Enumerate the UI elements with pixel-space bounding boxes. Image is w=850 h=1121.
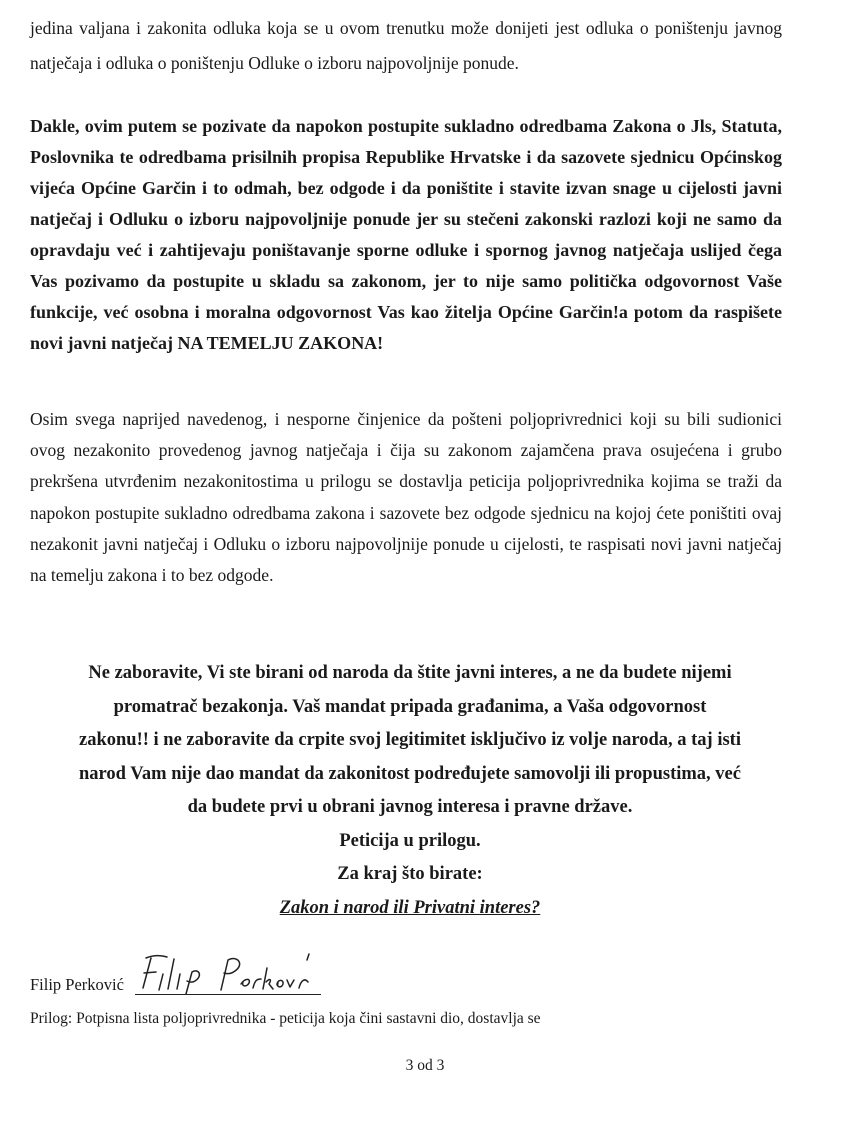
closing-question: Za kraj što birate:	[337, 864, 483, 884]
signer-name: Filip Perković	[30, 975, 124, 994]
closing-line: da budete prvi u obrani javnog interesa i pravne države.	[187, 797, 633, 817]
appeal-paragraph: Dakle, ovim putem se pozivate da napokon postupite sukladno odredbama Zakona o Jls, Statuta, Poslovnika te odredbama prisilnih propisa Republike Hrvatske i da sazovete sjednicu Općinskog vijeća Općine Garčin i to odmah, bez odgode i da poništite i stavite izvan snage u cijelosti javni natječaj i Odluku o izboru najpovoljnije ponude jer su stečeni zakonski razlozi koji ne samo da opravdaju već i zahtijevaju poništavanje sporne odluke i spornog javnog natječaja uslijed čega Vas pozivamo da postupite u skladu sa zakonom, jer to nije samo politička odgovornost Vaše funkcije, već osobna i moralna odgovornost Vas kao žitelja Općine Garčin!a potom da raspišete novi javni natječaj NA TEMELJU ZAKONA!	[30, 116, 782, 353]
closing-choice	[30, 892, 790, 926]
closing-line: Ne zaboravite, Vi ste birani od naroda da štite javni interes, a ne da budete nijemi	[88, 663, 732, 683]
intro-paragraph: jedina valjana i zakonita odluka koja se u ovom trenutku može donijeti jest odluka o poništenju javnog natječaja i odluka o poništenju Odluke o izboru najpovoljnije ponude.	[30, 18, 782, 73]
attachment-note: Prilog: Potpisna lista poljoprivrednika - peticija koja čini sastavni dio, dostavlja se	[30, 1010, 541, 1027]
closing-line: promatrač bezakonja. Vaš mandat pripada građanima, a Vaša odgovornost	[113, 696, 707, 717]
handwritten-signature	[137, 946, 317, 996]
closing-line: zakonu!! i ne zaboravite da crpite svoj legitimitet isključivo iz volje naroda, a taj isti	[79, 730, 741, 750]
closing-block	[30, 657, 790, 925]
closing-line: narod Vam nije dao mandat da zakonitost podređujete samovolji ili propustima, već	[79, 763, 741, 784]
petition-paragraph: Osim svega naprijed navedenog, i nesporne činjenice da pošteni poljoprivrednici koji su bili sudionici ovog nezakonito provedenog javnog natječaja i čija su zakonom zajamčena prava osujećena i grubo prekršena utvrđenim nezakonitostima u prilogu se dostavlja peticija poljoprivrednika kojima se traži da napokon postupite sukladno odredbama zakona i sazovete bez odgode sjednicu na kojoj ćete poništiti ovaj nezakonit javni natječaj i Odluku o izboru najpovoljnije ponude u cijelosti, te raspisati novi javni natječaj na temelju zakona i to bez odgode.	[30, 409, 782, 586]
petition-note: Peticija u prilogu.	[339, 830, 481, 851]
closing-choice-text: Zakon i narod ili Privatni interes?	[279, 897, 541, 918]
page-number: 3 od 3	[405, 1057, 445, 1074]
